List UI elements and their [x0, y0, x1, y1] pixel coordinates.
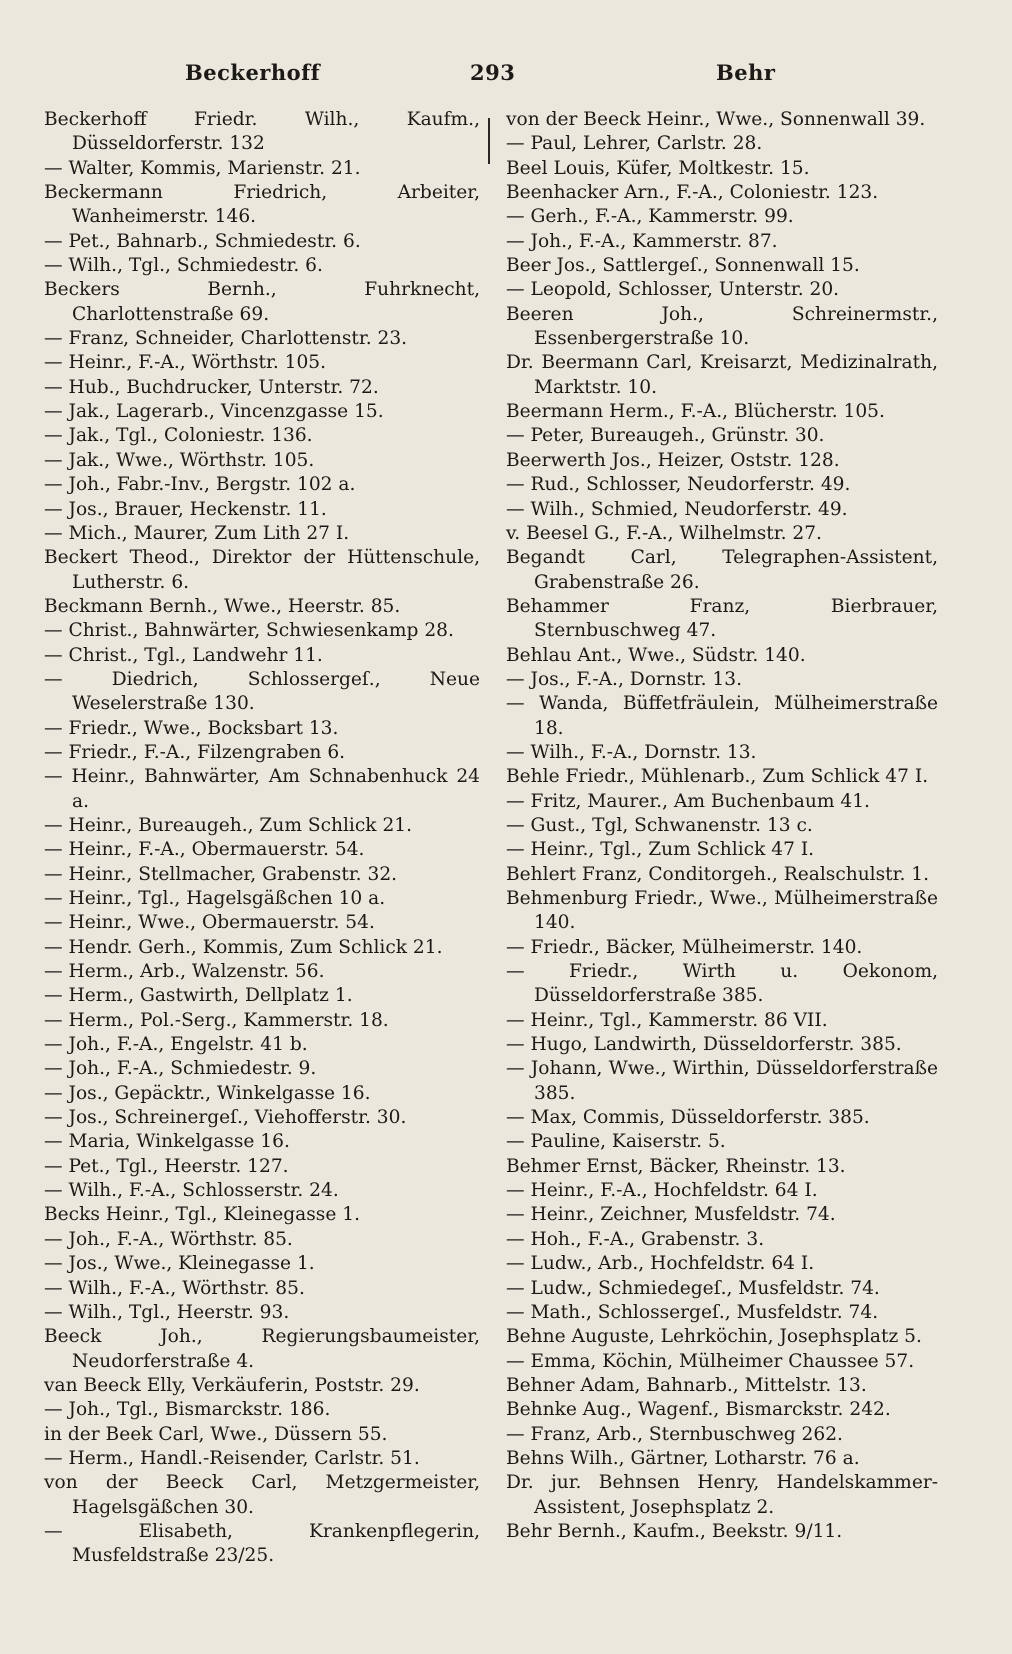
- running-head-right: Behr: [716, 60, 776, 85]
- directory-entry: — Heinr., F.-A., Obermauerstr. 54.: [44, 839, 365, 861]
- directory-entry: — Jos., Brauer, Heckenstr. 11.: [44, 498, 327, 520]
- directory-entry: — Heinr., Tgl., Kammerstr. 86 VII.: [506, 1009, 828, 1031]
- directory-entry: — Christ., Tgl., Landwehr 11.: [44, 644, 323, 666]
- directory-entry: — Peter, Bureaugeh., Grünstr. 30.: [506, 425, 825, 447]
- left-column: [44, 108, 480, 1569]
- directory-entry: Behmer Ernst, Bäcker, Rheinstr. 13.: [506, 1155, 846, 1177]
- directory-entry: — Jos., Wwe., Kleinegasse 1.: [44, 1253, 315, 1275]
- directory-entry: — Heinr., Bureaugeh., Zum Schlick 21.: [44, 814, 413, 836]
- directory-entry: — Leopold, Schlosser, Unterstr. 20.: [506, 279, 840, 301]
- column-rule: [488, 118, 490, 164]
- directory-entry: — Friedr., F.-A., Filzengraben 6.: [44, 741, 346, 763]
- directory-entry: Dr. jur. Behnsen Henry, Handelskammer-Assistent, Josephsplatz 2.: [506, 1472, 938, 1518]
- directory-entry: — Friedr., Wirth u. Oekonom, Düsseldorferstraße 385.: [506, 961, 938, 1007]
- directory-entry: — Jos., Gepäcktr., Winkelgasse 16.: [44, 1082, 371, 1104]
- directory-entry: — Herm., Gastwirth, Dellplatz 1.: [44, 985, 353, 1007]
- directory-entry: — Hoh., F.-A., Grabenstr. 3.: [506, 1228, 765, 1250]
- directory-entry: Behns Wilh., Gärtner, Lotharstr. 76 a.: [506, 1447, 860, 1469]
- directory-entry: — Wilh., Schmied, Neudorferstr. 49.: [506, 498, 848, 520]
- directory-entry: — Franz, Schneider, Charlottenstr. 23.: [44, 328, 408, 350]
- directory-entry: Beckmann Bernh., Wwe., Heerstr. 85.: [44, 595, 401, 617]
- directory-entry: — Heinr., Bahnwärter, Am Schnabenhuck 24 a.: [44, 766, 480, 812]
- directory-entry: Behlau Ant., Wwe., Südstr. 140.: [506, 644, 806, 666]
- directory-entry: — Joh., F.-A., Kammerstr. 87.: [506, 230, 778, 252]
- directory-entry: — Heinr., F.-A., Wörthstr. 105.: [44, 352, 327, 374]
- directory-entry: in der Beek Carl, Wwe., Düssern 55.: [44, 1423, 388, 1445]
- directory-entry: — Wilh., F.-A., Wörthstr. 85.: [44, 1277, 305, 1299]
- directory-entry: — Herm., Handl.-Reisender, Carlstr. 51.: [44, 1447, 420, 1469]
- directory-entry: Becks Heinr., Tgl., Kleinegasse 1.: [44, 1204, 360, 1226]
- directory-entry: — Franz, Arb., Sternbuschweg 262.: [506, 1423, 843, 1445]
- directory-entry: Beerwerth Jos., Heizer, Oststr. 128.: [506, 449, 840, 471]
- directory-entry: — Friedr., Wwe., Bocksbart 13.: [44, 717, 339, 739]
- directory-entry: — Wilh., Tgl., Schmiedestr. 6.: [44, 255, 323, 277]
- directory-entry: — Gerh., F.-A., Kammerstr. 99.: [506, 206, 794, 228]
- directory-entry: — Rud., Schlosser, Neudorferstr. 49.: [506, 474, 851, 496]
- directory-entry: — Wilh., F.-A., Schlosserstr. 24.: [44, 1180, 339, 1202]
- running-head-left: Beckerhoff: [185, 60, 321, 85]
- directory-entry: — Pauline, Kaiserstr. 5.: [506, 1131, 726, 1153]
- directory-entry: — Mich., Maurer, Zum Lith 27 I.: [44, 522, 350, 544]
- directory-entry: Behle Friedr., Mühlenarb., Zum Schlick 47 I.: [506, 766, 929, 788]
- directory-entry: Beckermann Friedrich, Arbeiter, Wanheimerstr. 146.: [44, 182, 480, 228]
- directory-entry: — Jak., Wwe., Wörthstr. 105.: [44, 449, 315, 471]
- directory-entry: — Christ., Bahnwärter, Schwiesenkamp 28.: [44, 620, 454, 642]
- directory-entry: van Beeck Elly, Verkäuferin, Poststr. 29.: [44, 1374, 420, 1396]
- directory-entry: Beeren Joh., Schreinermstr., Essenbergerstraße 10.: [506, 303, 938, 350]
- directory-entry: von der Beeck Carl, Metzgermeister, Hagelsgäßchen 30.: [44, 1472, 480, 1518]
- directory-entry: — Joh., F.-A., Schmiedestr. 9.: [44, 1058, 317, 1080]
- directory-entry: — Johann, Wwe., Wirthin, Düsseldorferstraße 385.: [506, 1058, 938, 1104]
- directory-entry: — Emma, Köchin, Mülheimer Chaussee 57.: [506, 1350, 915, 1372]
- directory-entry: Beckert Theod., Direktor der Hüttenschule, Lutherstr. 6.: [44, 547, 480, 593]
- directory-entry: von der Beeck Heinr., Wwe., Sonnenwall 39.: [506, 109, 926, 130]
- directory-entry: — Jak., Tgl., Coloniestr. 136.: [44, 425, 313, 447]
- directory-entry: Beenhacker Arn., F.-A., Coloniestr. 123.: [506, 182, 879, 204]
- directory-entry: Beermann Herm., F.-A., Blücherstr. 105.: [506, 401, 885, 423]
- directory-entry: — Gust., Tgl, Schwanenstr. 13 c.: [506, 814, 813, 836]
- directory-entry: — Heinr., Tgl., Hagelsgäßchen 10 a.: [44, 888, 386, 909]
- directory-entry: v. Beesel G., F.-A., Wilhelmstr. 27.: [506, 522, 822, 544]
- directory-entry: — Hendr. Gerh., Kommis, Zum Schlick 21.: [44, 936, 443, 958]
- directory-entry: Beckerhoff Friedr. Wilh., Kaufm., Düsseldorferstr. 132: [44, 109, 480, 155]
- directory-entry: Beer Jos., Sattlergeſ., Sonnenwall 15.: [506, 255, 860, 277]
- directory-entry: — Joh., Fabr.-Inv., Bergstr. 102 a.: [44, 474, 356, 496]
- directory-entry: — Ludw., Arb., Hochfeldstr. 64 I.: [506, 1253, 815, 1275]
- directory-entry: — Paul, Lehrer, Carlstr. 28.: [506, 133, 763, 155]
- directory-entry: — Walter, Kommis, Marienstr. 21.: [44, 157, 361, 179]
- directory-entry: — Diedrich, Schlossergeſ., Neue Weselerstraße 130.: [44, 668, 480, 715]
- directory-entry: Begandt Carl, Telegraphen-Assistent, Grabenstraße 26.: [506, 547, 938, 593]
- directory-entry: — Hub., Buchdrucker, Unterstr. 72.: [44, 376, 379, 398]
- directory-entry: — Herm., Arb., Walzenstr. 56.: [44, 961, 325, 983]
- directory-entry: — Wilh., F.-A., Dornstr. 13.: [506, 741, 757, 763]
- directory-entry: Behne Auguste, Lehrköchin, Josephsplatz 5.: [506, 1326, 922, 1348]
- directory-entry: — Jak., Lagerarb., Vincenzgasse 15.: [44, 401, 384, 423]
- directory-entry: — Max, Commis, Düsseldorferstr. 385.: [506, 1107, 870, 1129]
- directory-entry: — Maria, Winkelgasse 16.: [44, 1131, 290, 1153]
- directory-entry: — Wilh., Tgl., Heerstr. 93.: [44, 1301, 290, 1323]
- directory-entry: — Heinr., Tgl., Zum Schlick 47 I.: [506, 839, 815, 861]
- directory-entry: — Elisabeth, Krankenpflegerin, Musfeldstraße 23/25.: [44, 1520, 480, 1567]
- page-number: 293: [470, 60, 516, 85]
- directory-entry: Behner Adam, Bahnarb., Mittelstr. 13.: [506, 1374, 867, 1396]
- directory-entry: Beel Louis, Küfer, Moltkestr. 15.: [506, 157, 810, 179]
- directory-entry: Behammer Franz, Bierbrauer, Sternbuschweg 47.: [506, 595, 938, 642]
- directory-entry: Behmenburg Friedr., Wwe., Mülheimerstraße 140.: [506, 888, 938, 934]
- directory-entry: — Pet., Tgl., Heerstr. 127.: [44, 1155, 289, 1177]
- directory-entry: — Jos., Schreinergeſ., Viehofferstr. 30.: [44, 1107, 407, 1129]
- directory-entry: — Joh., Tgl., Bismarckstr. 186.: [44, 1399, 331, 1421]
- directory-entry: Behlert Franz, Conditorgeh., Realschulstr. 1.: [506, 863, 930, 885]
- directory-entry: — Math., Schlossergeſ., Musfeldstr. 74.: [506, 1301, 879, 1323]
- directory-entry: — Friedr., Bäcker, Mülheimerstr. 140.: [506, 936, 863, 958]
- directory-entry: — Heinr., Zeichner, Musfeldstr. 74.: [506, 1204, 836, 1226]
- right-column: [506, 108, 938, 1544]
- directory-entry: — Pet., Bahnarb., Schmiedestr. 6.: [44, 230, 361, 252]
- directory-entry: — Heinr., F.-A., Hochfeldstr. 64 I.: [506, 1180, 818, 1202]
- directory-entry: Behr Bernh., Kaufm., Beekstr. 9/11.: [506, 1520, 843, 1542]
- directory-entry: — Ludw., Schmiedegeſ., Musfeldstr. 74.: [506, 1277, 880, 1299]
- directory-entry: Dr. Beermann Carl, Kreisarzt, Medizinalrath, Marktstr. 10.: [506, 352, 938, 398]
- directory-entry: — Heinr., Stellmacher, Grabenstr. 32.: [44, 863, 398, 885]
- directory-entry: — Fritz, Maurer., Am Buchenbaum 41.: [506, 790, 870, 812]
- directory-entry: — Joh., F.-A., Engelstr. 41 b.: [44, 1034, 308, 1056]
- directory-entry: — Joh., F.-A., Wörthstr. 85.: [44, 1228, 293, 1250]
- directory-entry: — Jos., F.-A., Dornstr. 13.: [506, 668, 742, 690]
- directory-entry: — Heinr., Wwe., Obermauerstr. 54.: [44, 912, 375, 934]
- directory-entry: — Wanda, Büffetfräulein, Mülheimerstraße 18.: [506, 693, 938, 739]
- directory-entry: Beckers Bernh., Fuhrknecht, Charlottenstraße 69.: [44, 279, 480, 325]
- directory-entry: — Hugo, Landwirth, Düsseldorferstr. 385.: [506, 1034, 902, 1056]
- directory-entry: Behnke Aug., Wagenf., Bismarckstr. 242.: [506, 1399, 891, 1421]
- directory-entry: Beeck Joh., Regierungsbaumeister, Neudorferstraße 4.: [44, 1326, 480, 1372]
- directory-entry: — Herm., Pol.-Serg., Kammerstr. 18.: [44, 1009, 389, 1031]
